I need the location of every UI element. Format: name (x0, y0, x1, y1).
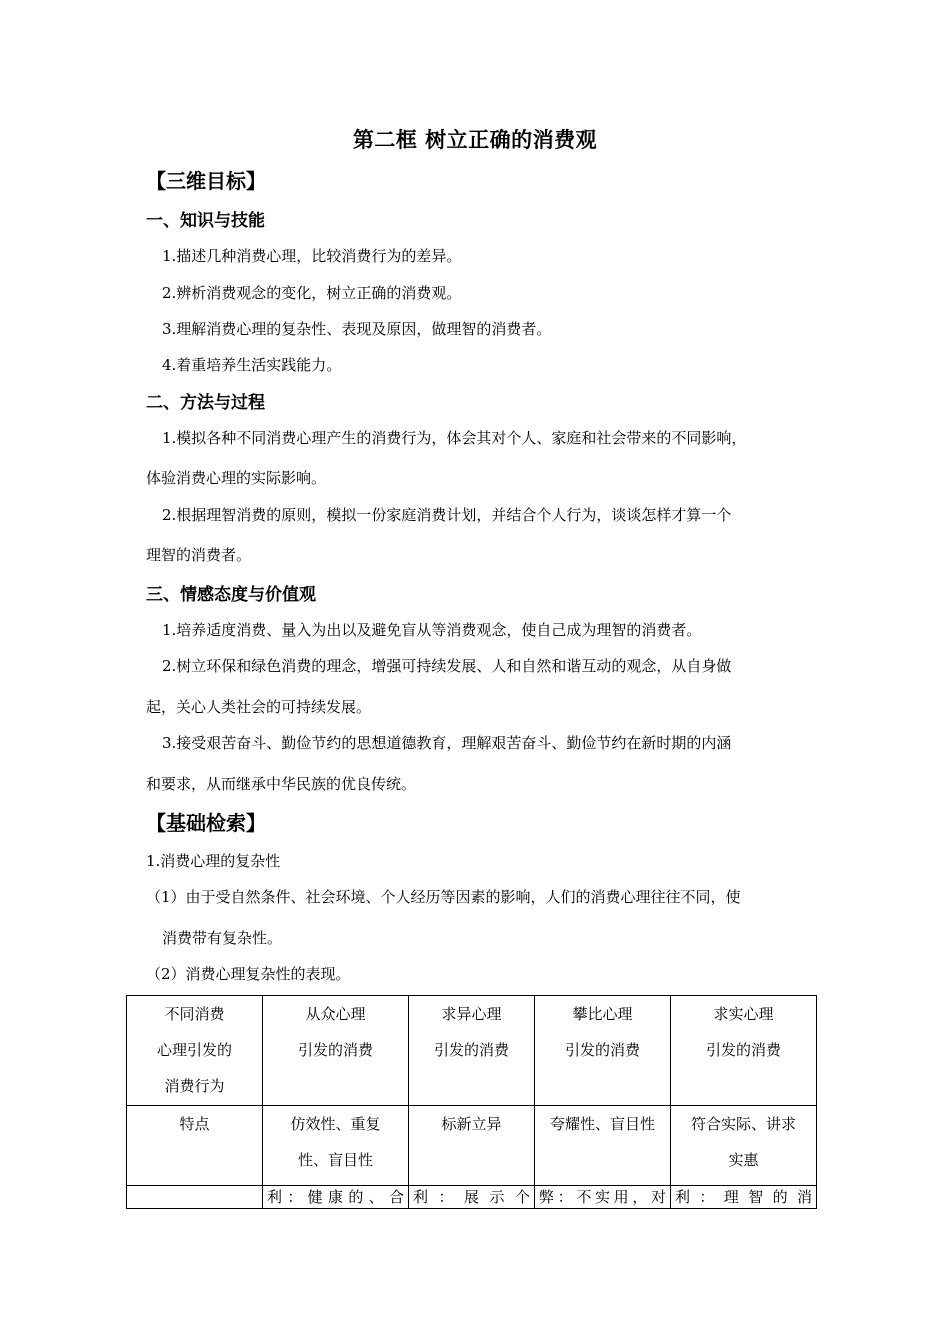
subheading-emotion: 三、情感态度与价值观 (146, 585, 316, 605)
method-item-1-line-2: 体验消费心理的实际影响。 (146, 469, 327, 487)
emotion-item-3-line-1: 3.接受艰苦奋斗、勤俭节约的思想道德教育，理解艰苦奋斗、勤俭节约在新时期的内涵 (162, 734, 732, 752)
table-cell (535, 996, 671, 1106)
table-cell (263, 996, 409, 1106)
cell-line: 引发的消费 (564, 1041, 640, 1059)
cell-line: 引发的消费 (433, 1041, 509, 1059)
table-cell (127, 1186, 263, 1209)
table-cell: 利：健康的、合 (263, 1186, 409, 1209)
cell-line: 从众心理 (305, 1005, 366, 1023)
cell-line: 求实心理 (713, 1005, 774, 1023)
section-heading-goals: 【三维目标】 (146, 169, 266, 193)
cell-line: 不同消费 (164, 1005, 225, 1023)
table-cell (671, 996, 817, 1106)
emotion-item-2-line-2: 起，关心人类社会的可持续发展。 (146, 698, 372, 716)
method-item-2-line-1: 2.根据理智消费的原则，模拟一份家庭消费计划，并结合个人行为，谈谈怎样才算一个 (162, 506, 732, 524)
table-cell (127, 996, 263, 1106)
table-cell (409, 1106, 535, 1186)
table-header-row (127, 996, 817, 1106)
cell-line: 夸耀性、盲目性 (549, 1115, 655, 1133)
cell-line: 符合实际、讲求 (690, 1115, 796, 1133)
method-item-2-line-2: 理智的消费者。 (146, 546, 252, 564)
consumer-psychology-table (126, 995, 817, 1209)
cell-line: 性、盲目性 (297, 1151, 373, 1169)
cell-line: 求异心理 (441, 1005, 502, 1023)
table-row-feature (127, 1106, 817, 1186)
table-cell (409, 996, 535, 1106)
cell-line: 引发的消费 (297, 1041, 373, 1059)
cell-line: 消费行为 (164, 1077, 225, 1095)
table-cell (127, 1106, 263, 1186)
emotion-item-1: 1.培养适度消费、量入为出以及避免盲从等消费观念，使自己成为理智的消费者。 (162, 621, 702, 639)
basic-sub-1-line-1: （1）由于受自然条件、社会环境、个人经历等因素的影响，人们的消费心理往往不同，使 (146, 888, 741, 906)
cell-line: 攀比心理 (572, 1005, 633, 1023)
table-cell (671, 1106, 817, 1186)
table-row-partial (127, 1186, 817, 1209)
method-item-1-line-1: 1.模拟各种不同消费心理产生的消费行为，体会其对个人、家庭和社会带来的不同影响， (162, 429, 747, 447)
basic-sub-2: （2）消费心理复杂性的表现。 (146, 965, 351, 983)
section-heading-basic: 【基础检索】 (146, 811, 266, 835)
cell-line: 特点 (179, 1115, 210, 1133)
cell-line: 实惠 (728, 1151, 759, 1169)
cell-line: 心理引发的 (156, 1041, 232, 1059)
emotion-item-2-line-1: 2.树立环保和绿色消费的理念，增强可持续发展、人和自然和谐互动的观念，从自身做 (162, 657, 732, 675)
basic-point-1: 1.消费心理的复杂性 (146, 852, 281, 870)
cell-line: 仿效性、重复 (290, 1115, 381, 1133)
table-cell: 弊：不实用，对 (535, 1186, 671, 1209)
page-title: 第二框 树立正确的消费观 (352, 128, 598, 152)
cell-line: 引发的消费 (705, 1041, 781, 1059)
emotion-item-3-line-2: 和要求，从而继承中华民族的优良传统。 (146, 775, 417, 793)
knowledge-item-2: 2.辨析消费观念的变化，树立正确的消费观。 (162, 284, 462, 302)
table-cell: 利：展示个 (409, 1186, 535, 1209)
table-cell: 利：理智的消 (671, 1186, 817, 1209)
cell-line: 标新立异 (441, 1115, 502, 1133)
knowledge-item-1: 1.描述几种消费心理，比较消费行为的差异。 (162, 247, 462, 265)
knowledge-item-3: 3.理解消费心理的复杂性、表现及原因，做理智的消费者。 (162, 320, 552, 338)
subheading-method: 二、方法与过程 (146, 393, 265, 413)
table-cell (535, 1106, 671, 1186)
basic-sub-1-line-2: 消费带有复杂性。 (162, 929, 283, 947)
knowledge-item-4: 4.着重培养生活实践能力。 (162, 356, 342, 374)
subheading-knowledge: 一、知识与技能 (146, 211, 265, 231)
table-cell (263, 1106, 409, 1186)
